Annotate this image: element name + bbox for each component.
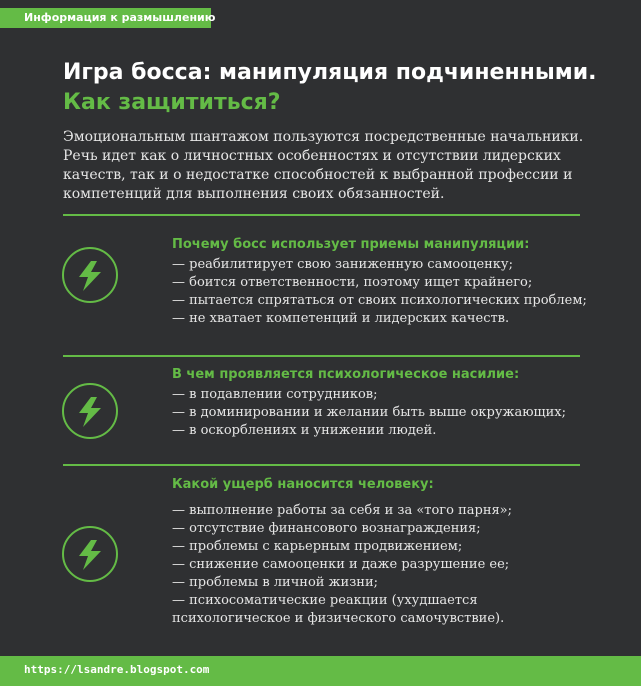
- list-item: — снижение самооценки и даже разрушение ее;: [172, 557, 510, 572]
- title-line-1: Игра босса: манипуляция подчиненными.: [63, 60, 597, 85]
- list-item: — реабилитирует свою заниженную самооценку;: [172, 257, 513, 272]
- blog-link[interactable]: https://lsandre.blogspot.com: [24, 663, 210, 676]
- list-item: — проблемы с карьерным продвижением;: [172, 539, 463, 554]
- divider: [63, 355, 580, 357]
- section-manifestation: [172, 366, 602, 440]
- intro-paragraph: Эмоциональным шантажом пользуются посредственные начальники. Речь идет как о личностных особенностях и отсутствии лидерских качеств, так и о недостатке способностей к выбранной профессии и компетенций для выполнения своих обязанностей.: [63, 129, 584, 202]
- section-list: [172, 386, 602, 440]
- section-list: [172, 256, 602, 328]
- list-item: — выполнение работы за себя и за «того парня»;: [172, 503, 513, 518]
- section-heading: Какой ущерб наносится человеку:: [172, 477, 434, 492]
- footer-bar: [0, 656, 641, 686]
- divider: [63, 214, 580, 216]
- title-line-2: Как защититься?: [63, 90, 281, 115]
- top-bar: [0, 0, 641, 36]
- list-item: — боится ответственности, поэтому ищет крайнего;: [172, 275, 533, 290]
- section-why: [172, 236, 602, 328]
- lightning-icon: [62, 247, 118, 303]
- list-item: — не хватает компетенций и лидерских качеств.: [172, 311, 510, 326]
- page-title: [63, 58, 603, 118]
- list-item: — в доминировании и желании быть выше окружающих;: [172, 405, 567, 420]
- list-item: — психосоматические реакции (ухудшается психологическое и физического самочувствие).: [172, 593, 505, 626]
- list-item: — в оскорблениях и унижении людей.: [172, 423, 437, 438]
- category-tag: Информация к размышлению: [0, 8, 211, 28]
- section-heading: В чем проявляется психологическое насилие:: [172, 367, 520, 382]
- lightning-icon: [62, 526, 118, 582]
- lightning-icon: [62, 383, 118, 439]
- list-item: — проблемы в личной жизни;: [172, 575, 378, 590]
- divider: [63, 464, 580, 466]
- list-item: — пытается спрятаться от своих психологических проблем;: [172, 293, 587, 308]
- section-damage: [172, 476, 602, 628]
- list-item: — отсутствие финансового вознаграждения;: [172, 521, 481, 536]
- section-list: [172, 502, 602, 628]
- list-item: — в подавлении сотрудников;: [172, 387, 378, 402]
- section-heading: Почему босс использует приемы манипуляции:: [172, 237, 530, 252]
